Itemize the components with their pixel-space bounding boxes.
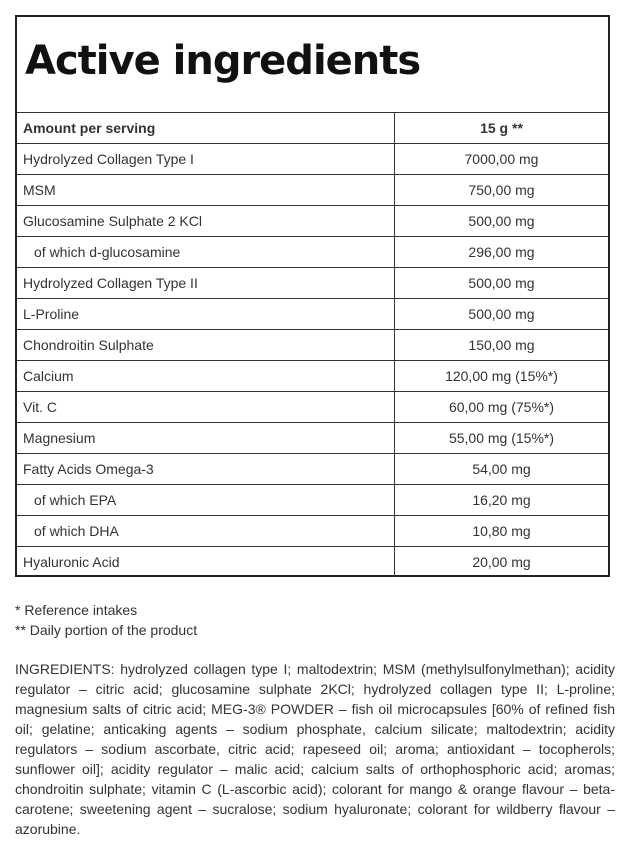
table-row <box>17 546 608 577</box>
ingredient-amount: 16,20 mg <box>472 492 531 508</box>
ingredient-amount: 750,00 mg <box>468 182 535 198</box>
ingredient-name: of which d-glucosamine <box>17 237 395 267</box>
daily-portion-note: ** Daily portion of the product <box>15 622 198 638</box>
ingredient-amount: 60,00 mg (75%*) <box>448 399 555 415</box>
table-row <box>17 391 608 422</box>
ingredient-name: Calcium <box>17 361 395 391</box>
ingredient-name: Fatty Acids Omega-3 <box>17 454 395 484</box>
ingredient-name: Magnesium <box>17 423 395 453</box>
ingredient-amount: 120,00 mg (15%*) <box>445 368 558 384</box>
table-row <box>17 236 608 267</box>
ingredient-amount: 150,00 mg <box>468 337 535 353</box>
table-row <box>17 360 608 391</box>
header-name-cell: Amount per serving <box>17 113 395 143</box>
table-row <box>17 484 608 515</box>
table-row <box>17 453 608 484</box>
active-ingredients-panel <box>15 15 610 577</box>
page-title: Active ingredients <box>25 38 421 84</box>
ingredient-name: of which DHA <box>17 516 395 546</box>
ingredient-amount: 500,00 mg <box>468 306 535 322</box>
table-row <box>17 422 608 453</box>
nutrition-table <box>17 112 608 577</box>
reference-intakes-note: * Reference intakes <box>15 602 138 618</box>
table-row <box>17 143 608 174</box>
table-row <box>17 267 608 298</box>
ingredient-name: Chondroitin Sulphate <box>17 330 395 360</box>
ingredients-paragraph: INGREDIENTS: hydrolyzed collagen type I; maltodextrin; MSM (methylsulfonylmethan); acidity regulator – citric acid; glucosamine sulphate 2KCl; hydrolyzed collagen type II; L-proline; magnesium salts of citric acid; MEG-3® POWDER – fish oil microcapsules [60% of refined fish oil; gelatine; anticaking agents – sodium phosphate, calcium silicate; maltodextrin; acidity regulators – sodium ascorbate, citric acid; rapeseed oil; aroma; antioxidant – tocopherols; sunflower oil]; acidity regulator – malic acid; calcium salts of orthophosphoric acid; aromas; chondroitin sulphate; vitamin C (L-ascorbic acid); colorant for mango & orange flavour – beta-carotene; sweetening agent – sucralose; sodium hyaluronate; colorant for wildberry flavour – azorubine. <box>15 661 615 837</box>
header-value-cell: 15 g ** <box>480 120 523 136</box>
ingredient-name: of which EPA <box>17 485 395 515</box>
ingredient-name: Hydrolyzed Collagen Type I <box>17 144 395 174</box>
table-row <box>17 174 608 205</box>
table-row <box>17 329 608 360</box>
ingredient-name: Hyaluronic Acid <box>17 547 395 577</box>
ingredient-name: Vit. C <box>17 392 395 422</box>
ingredient-amount: 10,80 mg <box>472 523 531 539</box>
ingredient-name: MSM <box>17 175 395 205</box>
ingredient-amount: 500,00 mg <box>468 275 535 291</box>
table-header-row <box>17 112 608 143</box>
ingredient-amount: 7000,00 mg <box>464 151 539 167</box>
ingredient-amount: 20,00 mg <box>472 554 531 570</box>
table-row <box>17 515 608 546</box>
ingredient-amount: 54,00 mg <box>472 461 531 477</box>
ingredient-name: Hydrolyzed Collagen Type II <box>17 268 395 298</box>
ingredient-amount: 500,00 mg <box>468 213 535 229</box>
footnotes <box>15 600 197 640</box>
ingredient-name: L-Proline <box>17 299 395 329</box>
ingredient-amount: 55,00 mg (15%*) <box>448 430 555 446</box>
ingredient-amount: 296,00 mg <box>468 244 535 260</box>
ingredient-name: Glucosamine Sulphate 2 KCl <box>17 206 395 236</box>
table-row <box>17 205 608 236</box>
table-row <box>17 298 608 329</box>
